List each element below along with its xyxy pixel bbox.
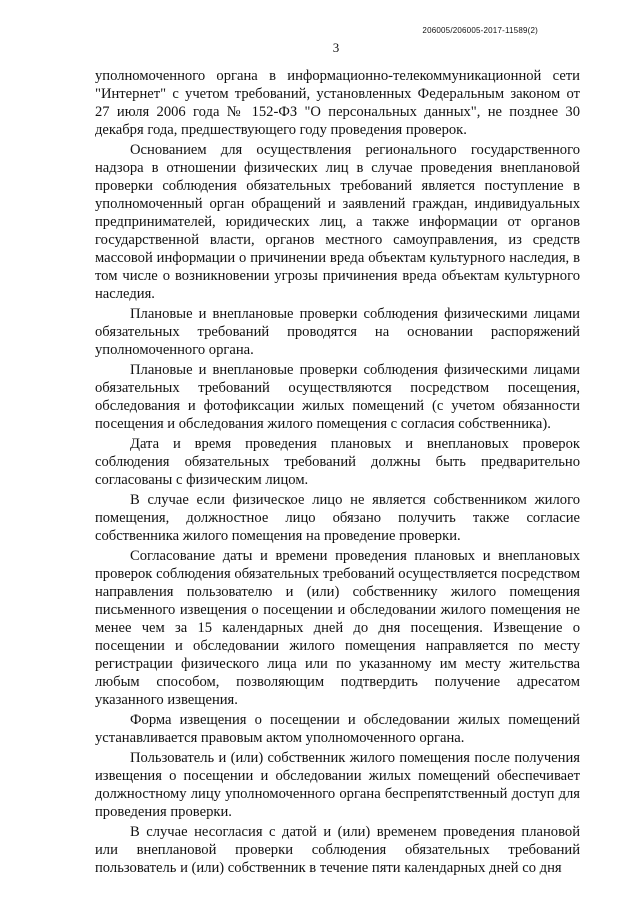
document-id: 206005/206005-2017-11589(2) xyxy=(422,26,538,35)
paragraph: Форма извещения о посещении и обследовании жилых помещений устанавливается правовым актом уполномоченного органа. xyxy=(95,712,580,746)
paragraph: Пользователь и (или) собственник жилого помещения после получения извещения о посещении и обследовании жилых помещений обеспечивает должностному лицу уполномоченного органа беспрепятственный доступ для проведения проверки. xyxy=(95,750,580,820)
page-number: 3 xyxy=(332,40,340,55)
paragraph: Дата и время проведения плановых и внеплановых проверок соблюдения обязательных требований должны быть предварительно согласованы с физическим лицом. xyxy=(95,436,580,488)
paragraph: Плановые и внеплановые проверки соблюдения физическими лицами обязательных требований осуществляются посредством посещения, обследования и фотофиксации жилых помещений (с учетом обязанности посещения и обследования жилого помещения с согласия собственника). xyxy=(95,362,580,432)
paragraph: В случае несогласия с датой и (или) временем проведения плановой или внеплановой проверки соблюдения обязательных требований пользователь и (или) собственник в течение пяти календарных дней со дня xyxy=(95,824,580,876)
paragraph: уполномоченного органа в информационно-телекоммуникационной сети "Интернет" с учетом требований, установленных Федеральным законом от 27 июля 2006 года № 152-ФЗ "О персональных данных", не позднее 30 декабря года, предшествующего году проведения проверок. xyxy=(95,68,580,138)
paragraph: Согласование даты и времени проведения плановых и внеплановых проверок соблюдения обязательных требований осуществляется посредством направления пользователю и (или) собственнику жилого помещения письменного извещения о посещении и обследовании жилого помещения не менее чем за 15 календарных дней до дня посещения. Извещение о посещении и обследовании жилого помещения направляется по месту регистрации физического лица или по указанному им месту жительства любым способом, позволяющим подтвердить получение адресатом указанного извещения. xyxy=(95,548,580,708)
document-body xyxy=(95,67,580,879)
paragraph: Плановые и внеплановые проверки соблюдения физическими лицами обязательных требований проводятся на основании распоряжений уполномоченного органа. xyxy=(95,306,580,358)
paragraph: Основанием для осуществления регионального государственного надзора в отношении физических лиц в случае проведения внеплановой проверки соблюдения обязательных требований является поступление в уполномоченный орган обращений и заявлений граждан, индивидуальных предпринимателей, юридических лиц, а также информации от органов государственной власти, органов местного самоуправления, из средств массовой информации о причинении вреда объектам культурного наследия, в том числе о возникновении угрозы причинения вреда объектам культурного наследия. xyxy=(95,142,580,302)
paragraph: В случае если физическое лицо не является собственником жилого помещения, должностное лицо обязано получить также согласие собственника жилого помещения на проведение проверки. xyxy=(95,492,580,544)
